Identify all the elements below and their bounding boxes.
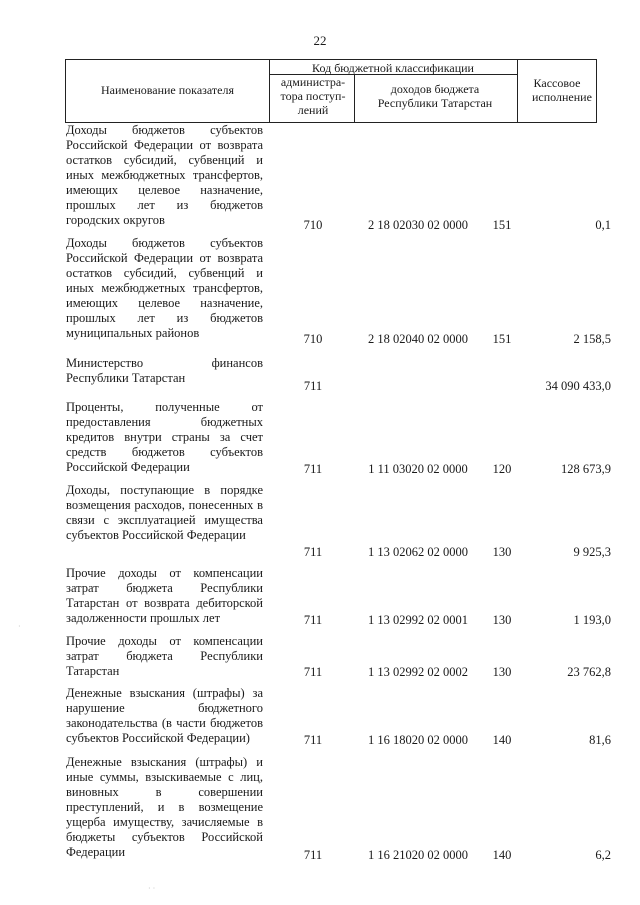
header-value-label: Кассовое исполнение	[532, 76, 592, 104]
page-number: 22	[313, 33, 327, 48]
table-row	[0, 483, 640, 560]
header-income-label: доходов бюджета Республики Татарстан	[377, 82, 493, 110]
row-value: 9 925,3	[573, 545, 611, 559]
row-value: 2 158,5	[573, 332, 611, 346]
row-income-type: 151	[492, 332, 512, 346]
table-row	[0, 686, 640, 748]
row-admin-code: 710	[303, 218, 323, 232]
row-income-type: 130	[492, 613, 512, 627]
row-name: Прочие доходы от компенсации затрат бюджета Республики Татарстан от возврата дебиторской задолженности прошлых лет	[66, 566, 263, 625]
row-value: 23 762,8	[567, 665, 611, 679]
table-row	[0, 356, 640, 394]
table-row	[0, 634, 640, 680]
row-income-code: 1 13 02062 02 0000	[368, 545, 468, 559]
row-income-type: 140	[492, 848, 512, 862]
row-value: 128 673,9	[561, 462, 611, 476]
row-income-type: 151	[492, 218, 512, 232]
row-income-code: 1 11 03020 02 0000	[368, 462, 468, 476]
row-name: Доходы, поступающие в порядке возмещения расходов, понесенных в связи с эксплуатацией имущества субъектов Российской Федерации	[66, 483, 263, 542]
row-name: Денежные взыскания (штрафы) и иные суммы, взыскиваемые с лиц, виновных в совершении преступлений, и в возмещение ущерба имуществу, зачисляемые в бюджеты субъектов Российской Федерации	[66, 755, 263, 859]
table-row	[0, 236, 640, 347]
row-admin-code: 711	[303, 545, 323, 559]
row-name: Проценты, полученные от предоставления бюджетных кредитов внутри страны за счет средств бюджетов субъектов Российской Федерации	[66, 400, 263, 474]
row-name: Министерство финансов Республики Татарстан	[66, 356, 263, 385]
header-admin-label: администра-тора поступ-лений	[280, 75, 346, 117]
row-name: Доходы бюджетов субъектов Российской Федерации от возврата остатков субсидий, субвенций и иных межбюджетных трансфертов, имеющих целевое назначение, прошлых лет из бюджетов городских округов	[66, 123, 263, 227]
row-admin-code: 711	[303, 462, 323, 476]
row-value: 0,1	[595, 218, 611, 232]
row-income-type: 130	[492, 665, 512, 679]
row-income-code: 2 18 02030 02 0000	[368, 218, 468, 232]
row-income-code: 1 13 02992 02 0001	[368, 613, 468, 627]
table-row	[0, 566, 640, 628]
table-row	[0, 400, 640, 477]
row-admin-code: 711	[303, 733, 323, 747]
row-name: Доходы бюджетов субъектов Российской Федерации от возврата остатков субсидий, субвенций и иных межбюджетных трансфертов, имеющих целевое назначение, прошлых лет из бюджетов муниципальных районов	[66, 236, 263, 340]
row-name: Прочие доходы от компенсации затрат бюджета Республики Татарстан	[66, 634, 263, 678]
table-row	[0, 123, 640, 233]
row-admin-code: 711	[303, 848, 323, 862]
row-income-type: 130	[492, 545, 512, 559]
row-admin-code: 711	[303, 379, 323, 393]
table-header	[65, 59, 597, 123]
row-value: 81,6	[589, 733, 611, 747]
row-income-code: 1 16 21020 02 0000	[368, 848, 468, 862]
row-name: Денежные взыскания (штрафы) за нарушение бюджетного законодательства (в части бюджетов субъектов Российской Федерации)	[66, 686, 263, 745]
header-group-label: Код бюджетной классификации	[312, 61, 474, 75]
header-divider-admin	[354, 75, 355, 122]
row-admin-code: 711	[303, 665, 323, 679]
header-divider-value	[517, 60, 518, 122]
row-income-code: 2 18 02040 02 0000	[368, 332, 468, 346]
row-income-type: 120	[492, 462, 512, 476]
row-value: 1 193,0	[573, 613, 611, 627]
row-admin-code: 710	[303, 332, 323, 346]
row-admin-code: 711	[303, 613, 323, 627]
row-value: 6,2	[595, 848, 611, 862]
scan-speck: · ·	[148, 884, 156, 893]
row-income-code: 1 16 18020 02 0000	[368, 733, 468, 747]
row-income-code: 1 13 02992 02 0002	[368, 665, 468, 679]
row-income-type: 140	[492, 733, 512, 747]
scan-speck: ·	[18, 622, 21, 631]
table-body	[0, 123, 640, 863]
header-name-label: Наименование показателя	[101, 83, 234, 97]
table-row	[0, 755, 640, 863]
row-value: 34 090 433,0	[545, 379, 611, 393]
